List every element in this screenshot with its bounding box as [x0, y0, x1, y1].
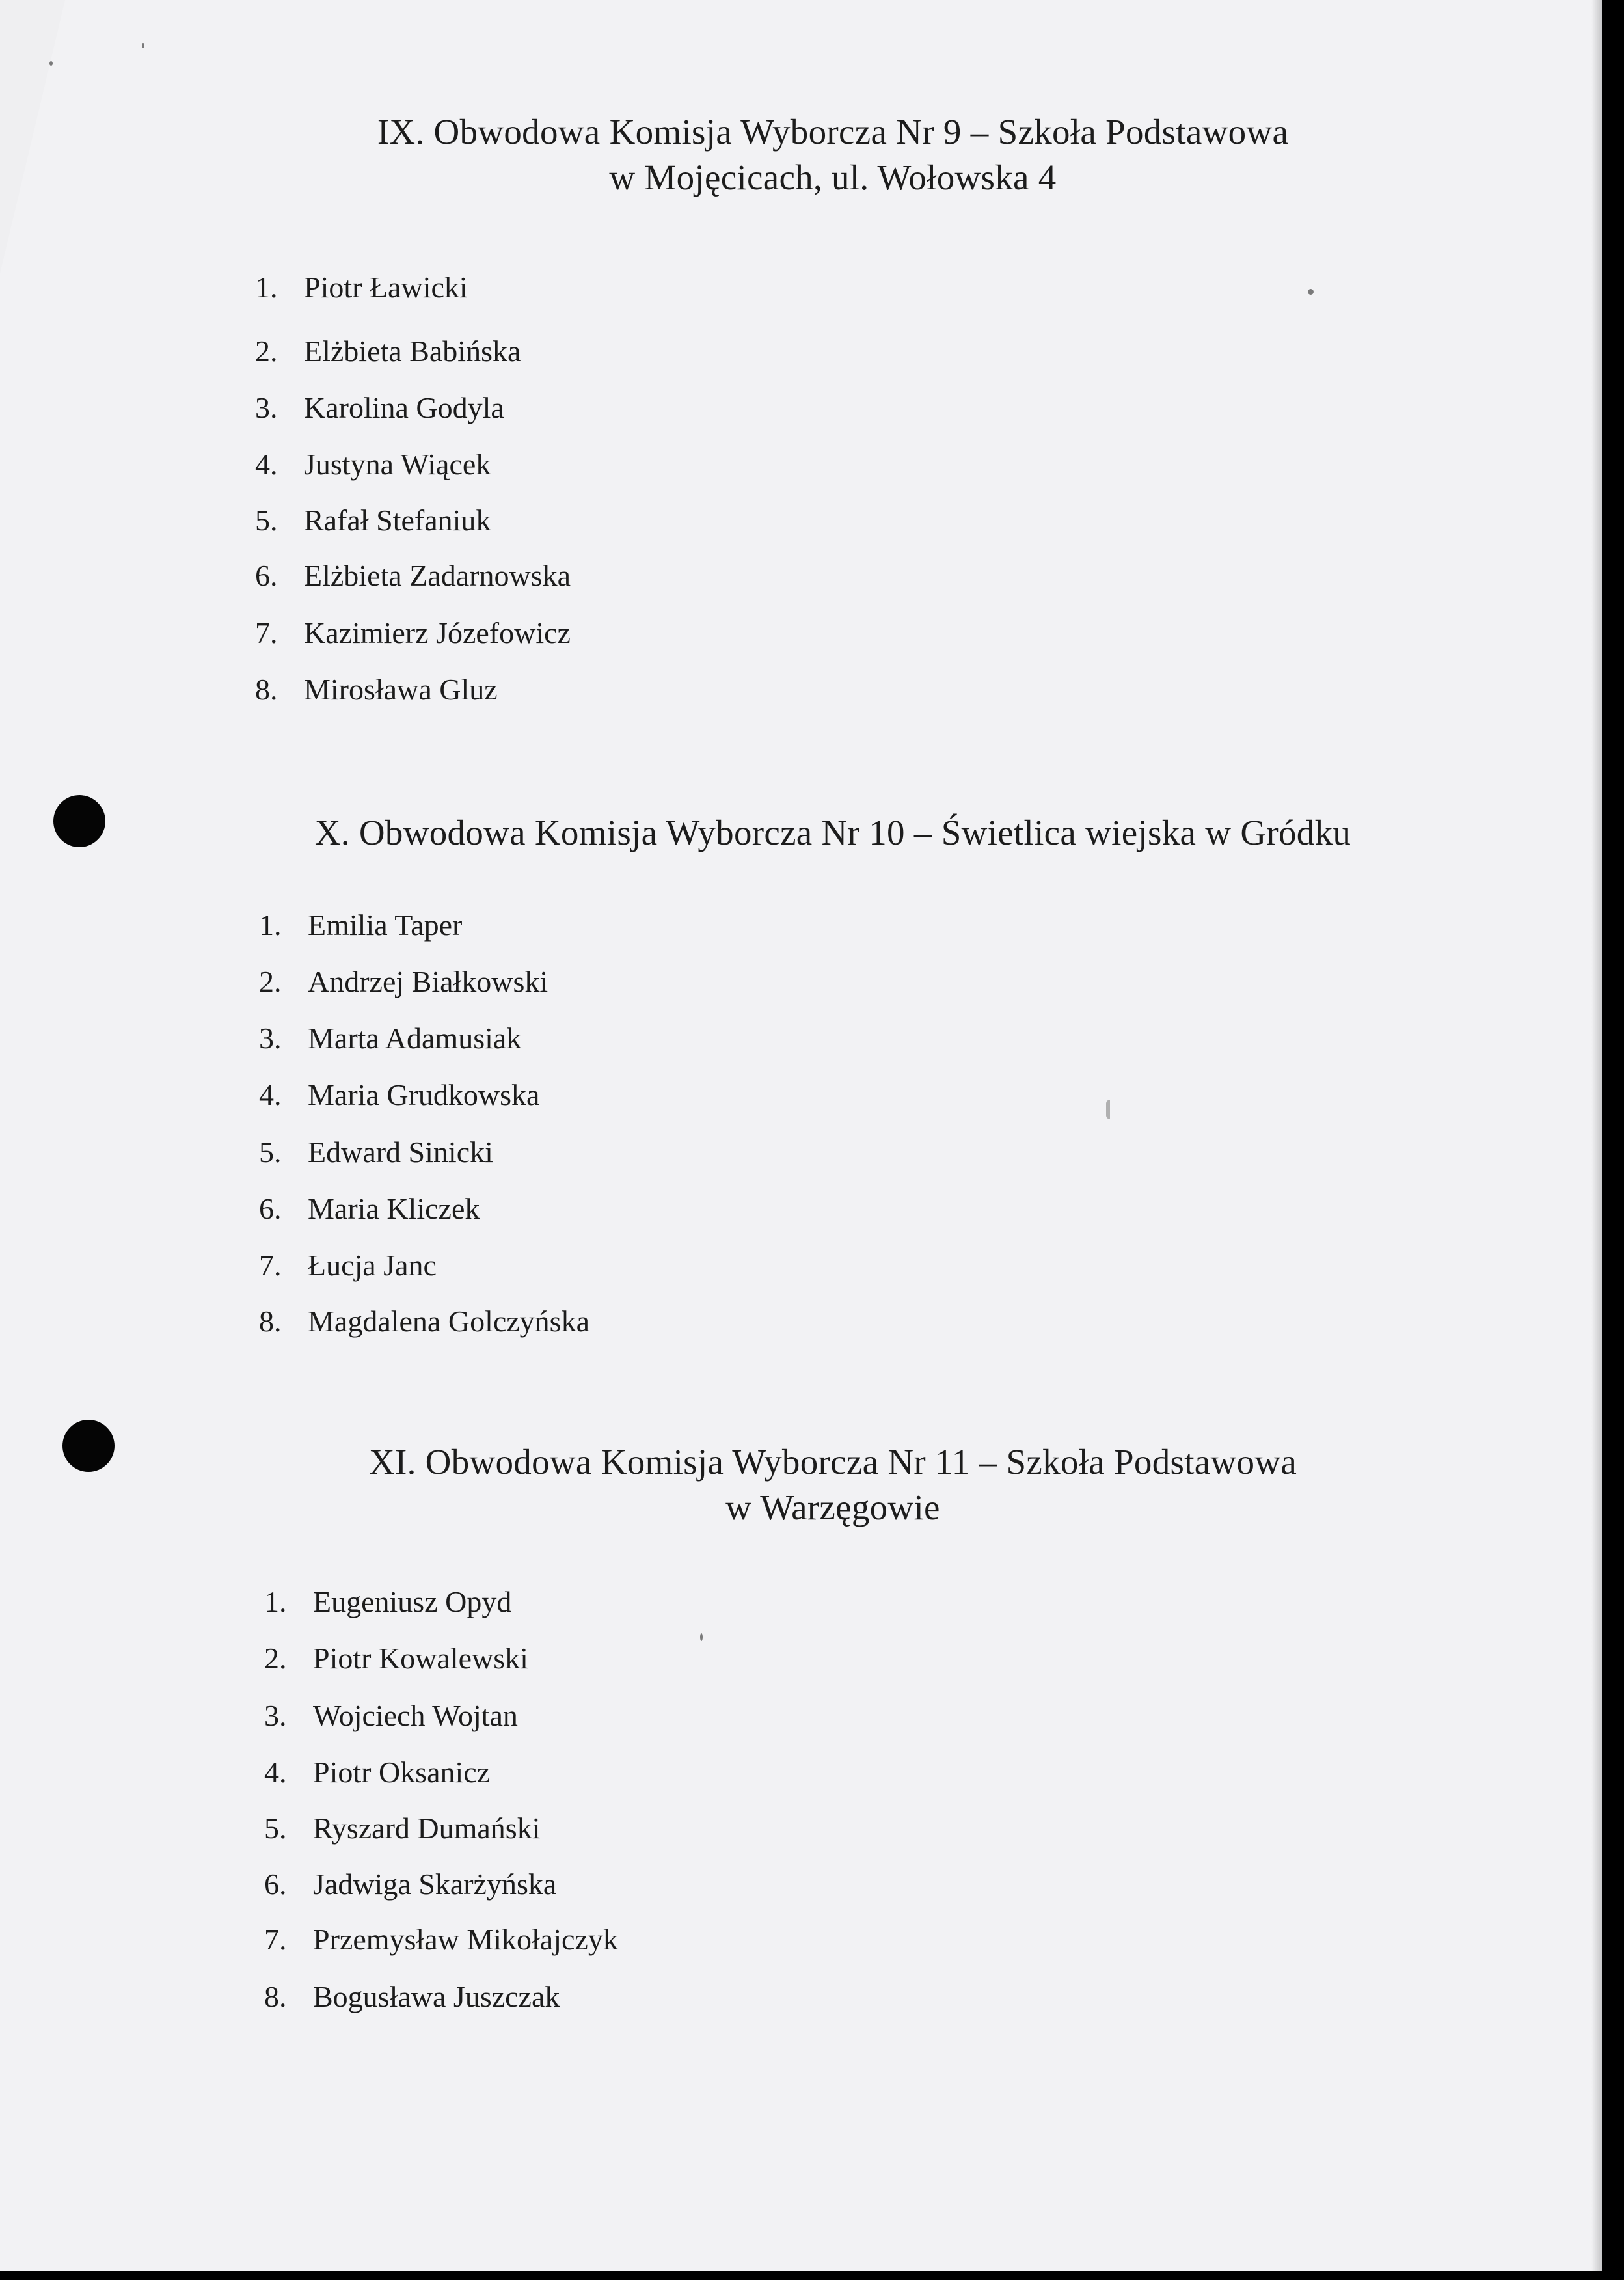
member-number: 2.	[255, 334, 278, 368]
member-name: Elżbieta Zadarnowska	[304, 559, 571, 592]
member-item	[259, 1302, 589, 1341]
scan-speck	[1308, 289, 1314, 295]
member-item	[259, 1076, 539, 1115]
member-name: Andrzej Białkowski	[308, 965, 548, 998]
member-number: 4.	[259, 1078, 282, 1111]
member-number: 7.	[264, 1923, 287, 1956]
member-number: 2.	[259, 965, 282, 998]
member-item	[259, 906, 462, 945]
member-item	[264, 1865, 556, 1904]
member-item	[255, 388, 504, 428]
member-name: Justyna Wiącek	[304, 448, 491, 481]
member-name: Przemysław Mikołajczyk	[313, 1923, 618, 1956]
member-number: 6.	[255, 559, 278, 592]
member-item	[264, 1753, 490, 1792]
member-name: Piotr Oksanicz	[313, 1756, 491, 1789]
member-item	[255, 614, 571, 653]
member-number: 6.	[264, 1867, 287, 1901]
member-name: Rafał Stefaniuk	[304, 504, 491, 537]
member-number: 5.	[264, 1812, 287, 1845]
scan-speck	[49, 61, 53, 66]
scan-speck	[142, 43, 144, 48]
member-item	[264, 1582, 511, 1622]
member-name: Marta Adamusiak	[308, 1022, 522, 1055]
member-item	[255, 268, 468, 307]
member-name: Emilia Taper	[308, 908, 463, 942]
member-number: 1.	[264, 1585, 287, 1618]
member-number: 7.	[255, 616, 278, 649]
member-item	[255, 556, 571, 595]
member-number: 8.	[259, 1305, 282, 1338]
member-item	[255, 670, 498, 709]
page-corner-fold	[0, 0, 65, 273]
section-heading-line: XI. Obwodowa Komisja Wyborcza Nr 11 – Szkoła Podstawowa	[368, 1442, 1297, 1482]
member-name: Wojciech Wojtan	[313, 1699, 518, 1732]
section-x-heading	[182, 810, 1483, 856]
member-name: Bogusława Juszczak	[313, 1980, 560, 2013]
member-item	[264, 1809, 541, 1848]
member-item	[255, 445, 491, 484]
member-item	[259, 1246, 437, 1285]
member-item	[259, 1019, 521, 1058]
member-name: Jadwiga Skarżyńska	[313, 1867, 557, 1901]
member-number: 8.	[264, 1980, 287, 2013]
member-number: 5.	[255, 504, 278, 537]
member-item	[259, 1189, 480, 1228]
member-number: 3.	[264, 1699, 287, 1732]
member-item	[259, 962, 548, 1001]
section-ix-heading	[182, 109, 1483, 200]
member-number: 5.	[259, 1135, 282, 1169]
punch-hole-lower	[62, 1420, 115, 1472]
member-number: 3.	[255, 391, 278, 424]
member-number: 3.	[259, 1022, 282, 1055]
member-item	[264, 1696, 518, 1735]
member-number: 1.	[255, 271, 278, 304]
section-heading-line: X. Obwodowa Komisja Wyborcza Nr 10 – Świetlica wiejska w Gródku	[314, 813, 1351, 852]
member-number: 4.	[264, 1756, 287, 1789]
scan-speck	[700, 1633, 703, 1641]
member-name: Piotr Ławicki	[304, 271, 468, 304]
member-item	[255, 501, 491, 540]
member-name: Mirosława Gluz	[304, 673, 498, 706]
member-item	[264, 1977, 560, 2016]
section-heading-line: IX. Obwodowa Komisja Wyborcza Nr 9 – Szkoła Podstawowa	[377, 112, 1289, 152]
member-number: 1.	[259, 908, 282, 942]
member-name: Kazimierz Józefowicz	[304, 616, 571, 649]
section-xi-heading	[182, 1439, 1483, 1530]
member-item	[259, 1133, 493, 1172]
member-name: Elżbieta Babińska	[304, 334, 521, 368]
member-number: 8.	[255, 673, 278, 706]
member-name: Piotr Kowalewski	[313, 1642, 528, 1675]
member-name: Łucja Janc	[308, 1249, 437, 1282]
member-name: Maria Grudkowska	[308, 1078, 540, 1111]
member-number: 7.	[259, 1249, 282, 1282]
member-number: 2.	[264, 1642, 287, 1675]
member-number: 6.	[259, 1192, 282, 1225]
section-heading-line: w Warzęgowie	[725, 1487, 940, 1527]
section-heading-line: w Mojęcicach, ul. Wołowska 4	[609, 157, 1057, 197]
member-item	[264, 1639, 528, 1678]
member-name: Karolina Godyla	[304, 391, 504, 424]
member-name: Maria Kliczek	[308, 1192, 480, 1225]
member-item	[255, 332, 521, 371]
member-item	[264, 1920, 618, 1959]
member-name: Ryszard Dumański	[313, 1812, 541, 1845]
scan-speck	[1106, 1100, 1110, 1119]
member-number: 4.	[255, 448, 278, 481]
punch-hole-upper	[53, 795, 105, 847]
member-name: Magdalena Golczyńska	[308, 1305, 590, 1338]
member-name: Eugeniusz Opyd	[313, 1585, 512, 1618]
member-name: Edward Sinicki	[308, 1135, 493, 1169]
page-edge-shadow	[1591, 0, 1602, 2271]
